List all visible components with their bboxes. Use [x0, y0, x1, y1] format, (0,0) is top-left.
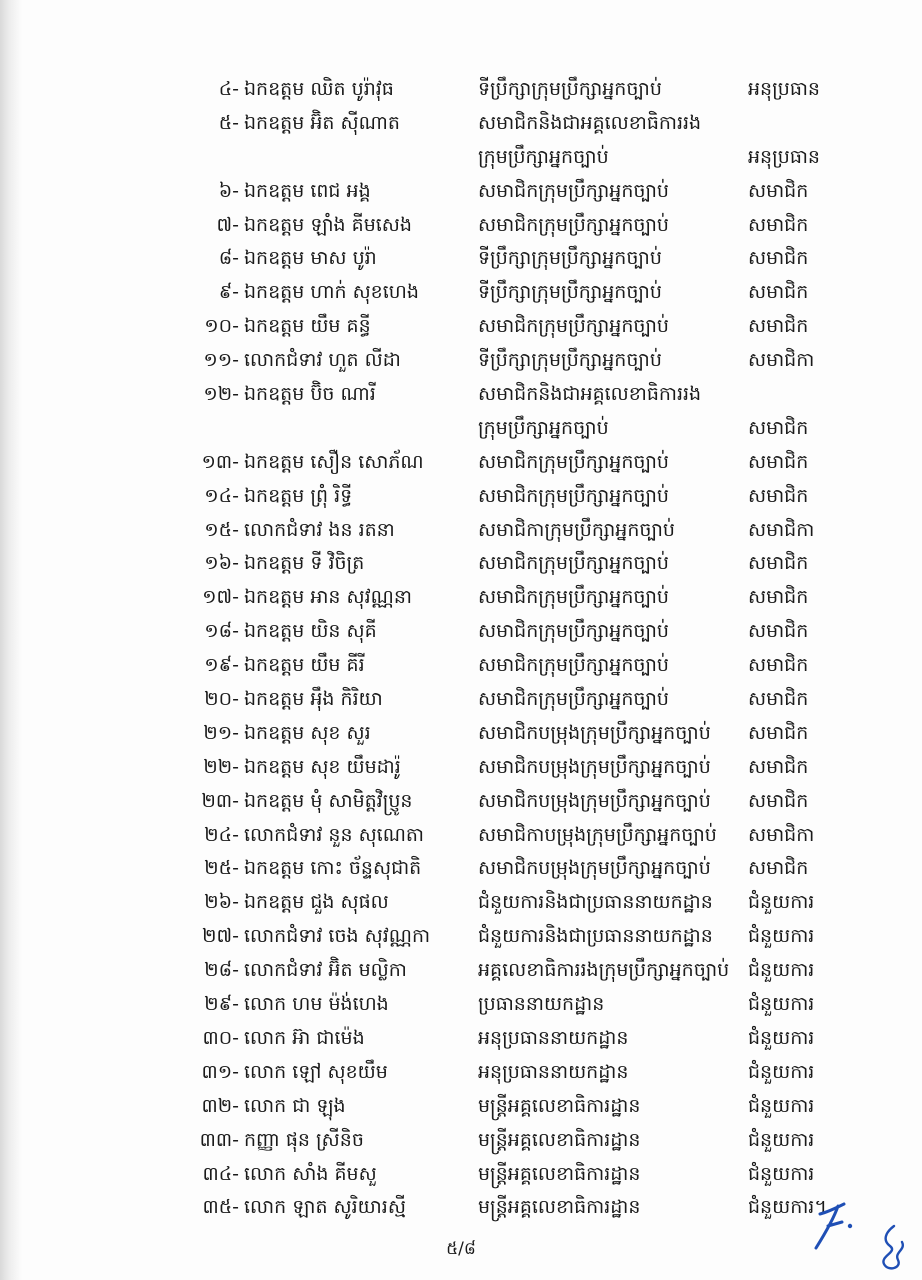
member-role: ជំនួយការ [748, 1026, 815, 1049]
member-name: លោកជំទាវ អ៊ិត មល្លិកា [244, 959, 407, 982]
member-role: ជំនួយការ [748, 1162, 815, 1185]
row-number: ២៩- [204, 993, 239, 1016]
member-position: សមាជិកក្រុមប្រឹក្សាអ្នកច្បាប់ [478, 484, 669, 507]
member-name: លោកជំទាវ នួន សុណេតា [244, 823, 424, 846]
list-item [0, 751, 922, 785]
list-item [0, 73, 922, 107]
list-item [0, 514, 922, 548]
member-role: អនុប្រធាន [748, 78, 820, 100]
member-name: ឯកឧត្តម ឡាំង គីមសេង [244, 213, 412, 236]
row-number: ២២- [203, 755, 239, 778]
list-item [0, 954, 922, 988]
row-number: ៦- [218, 179, 239, 202]
member-role: អនុប្រធាន [748, 145, 820, 168]
member-position: មន្ត្រីអគ្គលេខាធិការដ្ឋាន [478, 1162, 641, 1185]
member-name: ឯកឧត្តម យឹម គីរី [244, 654, 365, 677]
row-number: ២៧- [202, 925, 239, 948]
list-item [0, 107, 922, 141]
list-item [0, 446, 922, 480]
member-position: ទីប្រឹក្សាក្រុមប្រឹក្សាអ្នកច្បាប់ [478, 78, 662, 100]
member-role: សមាជិក [748, 620, 809, 643]
list-item [0, 717, 922, 751]
row-number: ៣៣- [199, 1128, 239, 1151]
signature-scribble-mark [872, 1222, 912, 1278]
member-role: សមាជិក [748, 654, 809, 677]
member-position: សមាជិកនិងជាអគ្គលេខាធិការរង [478, 383, 702, 406]
list-item [0, 1124, 922, 1158]
member-position: ជំនួយការនិងជាប្រធាននាយកដ្ឋាន [478, 891, 713, 914]
row-number: ១៤- [204, 484, 239, 507]
member-role: សមាជិកា [748, 349, 815, 372]
list-item [0, 310, 922, 344]
member-role: សមាជិក [748, 213, 809, 236]
row-number: ៣០- [202, 1026, 239, 1049]
member-role: សមាជិក [748, 450, 809, 473]
member-name: ឯកឧត្តម អាន សុវណ្ណនា [244, 586, 412, 609]
row-number: ១១- [203, 349, 239, 372]
row-number: ១៥- [204, 518, 239, 541]
member-position: សមាជិកក្រុមប្រឹក្សាអ្នកច្បាប់ [478, 552, 669, 575]
row-number: ៨- [218, 247, 239, 270]
list-item [0, 242, 922, 276]
row-number: ២១- [203, 721, 239, 744]
member-role: សមាជិក [748, 688, 809, 711]
list-item [0, 1056, 922, 1090]
member-position: អនុប្រធាននាយកដ្ឋាន [478, 1026, 629, 1049]
member-name: ឯកឧត្តម ទី វិចិត្រ [244, 552, 365, 575]
member-list [0, 73, 922, 1225]
list-item [0, 344, 922, 378]
member-role: ជំនួយការ [748, 1128, 815, 1151]
row-number: ២៤- [204, 823, 239, 846]
member-position: អនុប្រធាននាយកដ្ឋាន [478, 1060, 629, 1083]
member-name: កញ្ញា ផុន ស្រីនិច [244, 1128, 364, 1151]
row-number: ៧- [216, 213, 239, 236]
member-position: សមាជិកក្រុមប្រឹក្សាអ្នកច្បាប់ [478, 654, 669, 677]
row-number: ៣៥- [202, 1196, 239, 1219]
row-number: ៤- [218, 78, 239, 100]
member-position: អគ្គលេខាធិការរងក្រុមប្រឹក្សាអ្នកច្បាប់ [478, 959, 730, 982]
row-number: ៩- [218, 281, 239, 304]
member-name: លោក ហម ម៉ង់ហេង [244, 993, 389, 1016]
member-position: ជំនួយការនិងជាប្រធាននាយកដ្ឋាន [478, 925, 713, 948]
member-name: ឯកឧត្តម ជួង សុផល [244, 891, 389, 914]
member-position: សមាជិកក្រុមប្រឹក្សាអ្នកច្បាប់ [478, 450, 669, 473]
member-position: ទីប្រឹក្សាក្រុមប្រឹក្សាអ្នកច្បាប់ [478, 247, 662, 270]
row-number: ១២- [203, 383, 239, 406]
list-item [0, 175, 922, 209]
member-role: សមាជិកា [748, 823, 815, 846]
member-role: ជំនួយការ [748, 1060, 815, 1083]
row-number: ២៥- [204, 857, 239, 880]
list-item [0, 209, 922, 243]
list-item [0, 1158, 922, 1192]
member-role: សមាជិក [748, 179, 809, 202]
row-number: ២៦- [204, 891, 239, 914]
member-role: សមាជិក [748, 315, 809, 338]
row-number: ៣៤- [202, 1162, 239, 1185]
member-role: ជំនួយការ [748, 993, 815, 1016]
list-item [0, 141, 922, 175]
member-name: លោក ឡាត សូរិយារស្មី [244, 1196, 406, 1219]
member-position: សមាជិកក្រុមប្រឹក្សាអ្នកច្បាប់ [478, 586, 669, 609]
member-name: ឯកឧត្តម កោះ ច័ន្ទសុជាតិ [244, 857, 422, 880]
list-item [0, 1090, 922, 1124]
member-role: ជំនួយការ។ [748, 1196, 827, 1219]
member-position: សមាជិកក្រុមប្រឹក្សាអ្នកច្បាប់ [478, 179, 669, 202]
member-name: ឯកឧត្តម សុខ យឹមដារ៉ូ [244, 755, 401, 778]
list-item [0, 852, 922, 886]
list-item [0, 615, 922, 649]
member-name: ឯកឧត្តម ព្រុំ រិទ្ធី [244, 484, 353, 507]
member-role: សមាជិក [748, 281, 809, 304]
row-number: ១០- [204, 315, 239, 338]
row-number: ៣១- [201, 1060, 239, 1083]
member-position: មន្ត្រីអគ្គលេខាធិការដ្ឋាន [478, 1196, 641, 1219]
member-name: ឯកឧត្តម ឈិត បូរ៉ាវុធ [244, 78, 394, 100]
member-name: ឯកឧត្តម ប៊ិច ណារី [244, 383, 376, 406]
member-name: លោក ជា ឡុង [244, 1094, 346, 1117]
member-position: សមាជិកបម្រុងក្រុមប្រឹក្សាអ្នកច្បាប់ [478, 721, 711, 744]
list-item [0, 1191, 922, 1225]
member-role: សមាជិក [748, 755, 809, 778]
member-name: ឯកឧត្តម ហាក់ សុខហេង [244, 281, 419, 304]
member-position: ទីប្រឹក្សាក្រុមប្រឹក្សាអ្នកច្បាប់ [478, 281, 662, 304]
member-position: សមាជិកាបម្រុងក្រុមប្រឹក្សាអ្នកច្បាប់ [478, 823, 717, 846]
row-number: ៣២- [201, 1094, 239, 1117]
list-item [0, 819, 922, 853]
member-position: សមាជិកាក្រុមប្រឹក្សាអ្នកច្បាប់ [478, 518, 675, 541]
member-role: សមាជិកា [748, 518, 815, 541]
row-number: ២៨- [204, 959, 239, 982]
member-name: ឯកឧត្តម សុខ សួរ [244, 721, 371, 744]
member-name: លោកជំទាវ ហួត លីដា [244, 349, 401, 372]
list-item [0, 683, 922, 717]
member-position: សមាជិកបម្រុងក្រុមប្រឹក្សាអ្នកច្បាប់ [478, 857, 711, 880]
member-position: សមាជិកបម្រុងក្រុមប្រឹក្សាអ្នកច្បាប់ [478, 789, 711, 812]
member-role: ជំនួយការ [748, 925, 815, 948]
list-item [0, 581, 922, 615]
list-item [0, 276, 922, 310]
list-item [0, 886, 922, 920]
member-position: មន្ត្រីអគ្គលេខាធិការដ្ឋាន [478, 1094, 641, 1117]
member-role: សមាជិក [748, 552, 809, 575]
row-number: ១៩- [204, 654, 239, 677]
row-number: ១៧- [202, 586, 239, 609]
member-position: សមាជិកក្រុមប្រឹក្សាអ្នកច្បាប់ [478, 213, 669, 236]
row-number: ៥- [218, 111, 239, 134]
list-item [0, 378, 922, 412]
member-position: មន្ត្រីអគ្គលេខាធិការដ្ឋាន [478, 1128, 641, 1151]
member-role: សមាជិក [748, 789, 809, 812]
member-position: ក្រុមប្រឹក្សាអ្នកច្បាប់ [478, 145, 609, 168]
list-item [0, 920, 922, 954]
member-name: ឯកឧត្តម អុឹង កិរិយា [244, 688, 383, 711]
member-position: ក្រុមប្រឹក្សាអ្នកច្បាប់ [478, 416, 609, 439]
member-role: សមាជិក [748, 857, 809, 880]
member-position: សមាជិកនិងជាអគ្គលេខាធិការរង [478, 111, 702, 134]
member-name: លោកជំទាវ ចេង សុវណ្ណកា [244, 925, 431, 948]
list-item [0, 1022, 922, 1056]
member-role: សមាជិក [748, 416, 809, 439]
member-role: ជំនួយការ [748, 891, 815, 914]
list-item [0, 988, 922, 1022]
member-name: លោក ឡៅ សុខយឹម [244, 1060, 388, 1083]
row-number: ១៨- [204, 620, 239, 643]
member-role: សមាជិក [748, 586, 809, 609]
member-name: ឯកឧត្តម អ៊ិត ស៊ីណាត [244, 111, 400, 134]
member-position: សមាជិកក្រុមប្រឹក្សាអ្នកច្បាប់ [478, 620, 669, 643]
member-role: ជំនួយការ [748, 959, 815, 982]
member-position: សមាជិកក្រុមប្រឹក្សាអ្នកច្បាប់ [478, 315, 669, 338]
list-item [0, 649, 922, 683]
member-position: សមាជិកបម្រុងក្រុមប្រឹក្សាអ្នកច្បាប់ [478, 755, 711, 778]
member-position: ប្រធាននាយកដ្ឋាន [478, 993, 605, 1016]
list-item [0, 547, 922, 581]
page-number: ៥/៨ [446, 1239, 476, 1259]
signature-initial-mark [808, 1196, 858, 1256]
row-number: ១៦- [204, 552, 239, 575]
member-name: ឯកឧត្តម សឿន សោភ័ណ [244, 450, 424, 473]
member-role: សមាជិក [748, 484, 809, 507]
member-name: លោក អ៊ា ជាម៉េង [244, 1026, 365, 1049]
row-number: ២៣- [201, 789, 239, 812]
member-position: សមាជិកក្រុមប្រឹក្សាអ្នកច្បាប់ [478, 688, 669, 711]
row-number: ១៣- [201, 450, 239, 473]
member-name: ឯកឧត្តម មុំ សាមិត្តវិប្រ្ញូន [244, 789, 413, 812]
member-name: ឯកឧត្តម យឹម គន្ធី [244, 315, 371, 338]
list-item [0, 412, 922, 446]
member-name: ឯកឧត្តម មាស បូរ៉ា [244, 247, 377, 270]
row-number: ២០- [204, 688, 239, 711]
list-item [0, 480, 922, 514]
list-item [0, 785, 922, 819]
member-role: សមាជិក [748, 247, 809, 270]
member-name: ឯកឧត្តម ពេជ អង្គ [244, 179, 371, 202]
member-name: លោកជំទាវ ងន រតនា [244, 518, 395, 541]
member-name: ឯកឧត្តម យិន សុគី [244, 620, 377, 643]
member-position: ទីប្រឹក្សាក្រុមប្រឹក្សាអ្នកច្បាប់ [478, 349, 662, 372]
member-role: សមាជិក [748, 721, 809, 744]
member-role: ជំនួយការ [748, 1094, 815, 1117]
member-name: លោក សាំង គីមសួ [244, 1162, 377, 1185]
